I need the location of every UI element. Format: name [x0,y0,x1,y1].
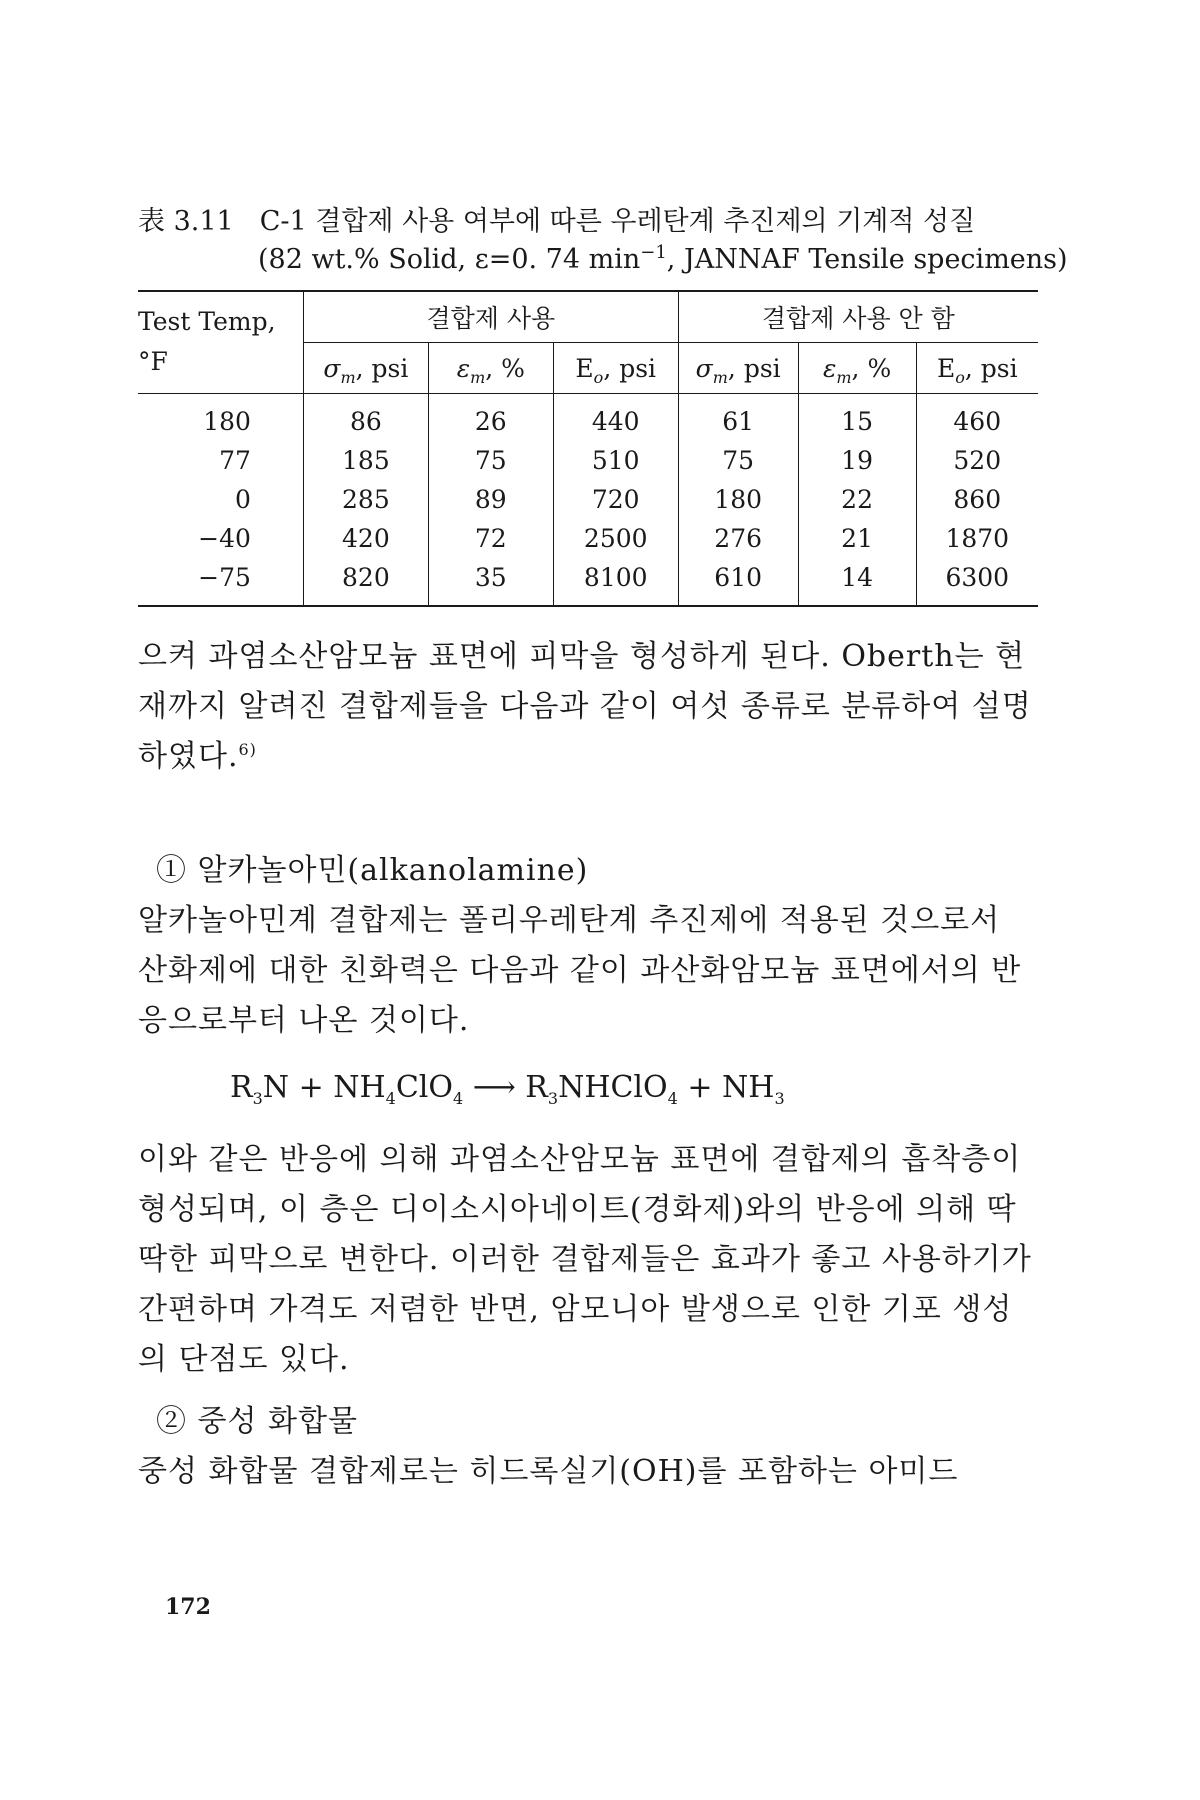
reference-marker: 6) [238,740,257,759]
col-header-modulus: $E_o$, psi [553,343,678,394]
table-row: 0 285 89 720 180 22 860 [138,480,1038,519]
group-header-without-binder: 결합제 사용 안 함 [678,291,1038,343]
paragraph-binder-classification: 으켜 과염소산암모늄 표면에 피막을 형성하게 된다. Oberth는 현재까지 알려진 결합제들을 다음과 같이 여섯 종류로 분류하여 설명하였다.$^{6)}$ [138,639,1032,774]
table-caption [138,203,1068,279]
col-header-strain: $\varepsilon_m$, % [428,343,553,394]
col-header-stress: $\sigma_m$, psi [678,343,798,394]
reaction-equation: $R_3N + NH_4ClO_4$ ⟶ $R_3NHClO_4 + NH_3$ [230,1070,785,1108]
col-header-modulus: $E_o$, psi [916,343,1038,394]
table-row: −40 420 72 2500 276 21 1870 [138,519,1038,558]
section-heading-neutral-compound: ② 중성 화합물 [156,1404,358,1439]
temp-column-header: Test Temp, °F [138,291,303,394]
col-header-strain: $\varepsilon_m$, % [798,343,916,394]
section-heading-alkanolamine: ① 알카놀아민(alkanolamine) [156,853,589,888]
reaction-arrow: ⟶ [463,1070,526,1105]
page-number: 172 [165,1594,211,1620]
table-number: 表 3.11 [138,206,234,237]
mechanical-properties-table [138,290,1038,607]
group-header-with-binder: 결합제 사용 [303,291,678,343]
table-title: C-1 결합제 사용 여부에 따른 우레탄계 추진제의 기계적 성질 [259,206,976,237]
paragraph-alkanolamine: 알카놀아민계 결합제는 폴리우레탄계 추진제에 적용된 것으로서 산화제에 대한 친화력은 다음과 같이 과산화암모늄 표면에서의 반응으로부터 나온 것이다. [138,903,1022,1038]
table-conditions: (82 wt.% Solid, ε=0. 74 $\min^{-1}$, JANNAF Tensile specimens) [258,242,1068,275]
table-row: 77 185 75 510 75 19 520 [138,441,1038,480]
paragraph-adsorption-layer: 이와 같은 반응에 의해 과염소산암모늄 표면에 결합제의 흡착층이 형성되며, 이 층은 디이소시아네이트(경화제)와의 반응에 의해 딱딱한 피막으로 변한다. 이러한 결합제들은 효과가 좋고 사용하기가 간편하며 가격도 저렴한 반면, 암모니아 발생으로 인한 기포 생성의 단점도 있다. [138,1142,1032,1377]
table-row: 180 86 26 440 61 15 460 [138,394,1038,442]
table-row: −75 820 35 8100 610 14 6300 [138,558,1038,606]
col-header-stress: $\sigma_m$, psi [303,343,428,394]
paragraph-neutral-compound: 중성 화합물 결합제로는 히드록실기(OH)를 포함하는 아미드 [138,1454,959,1489]
